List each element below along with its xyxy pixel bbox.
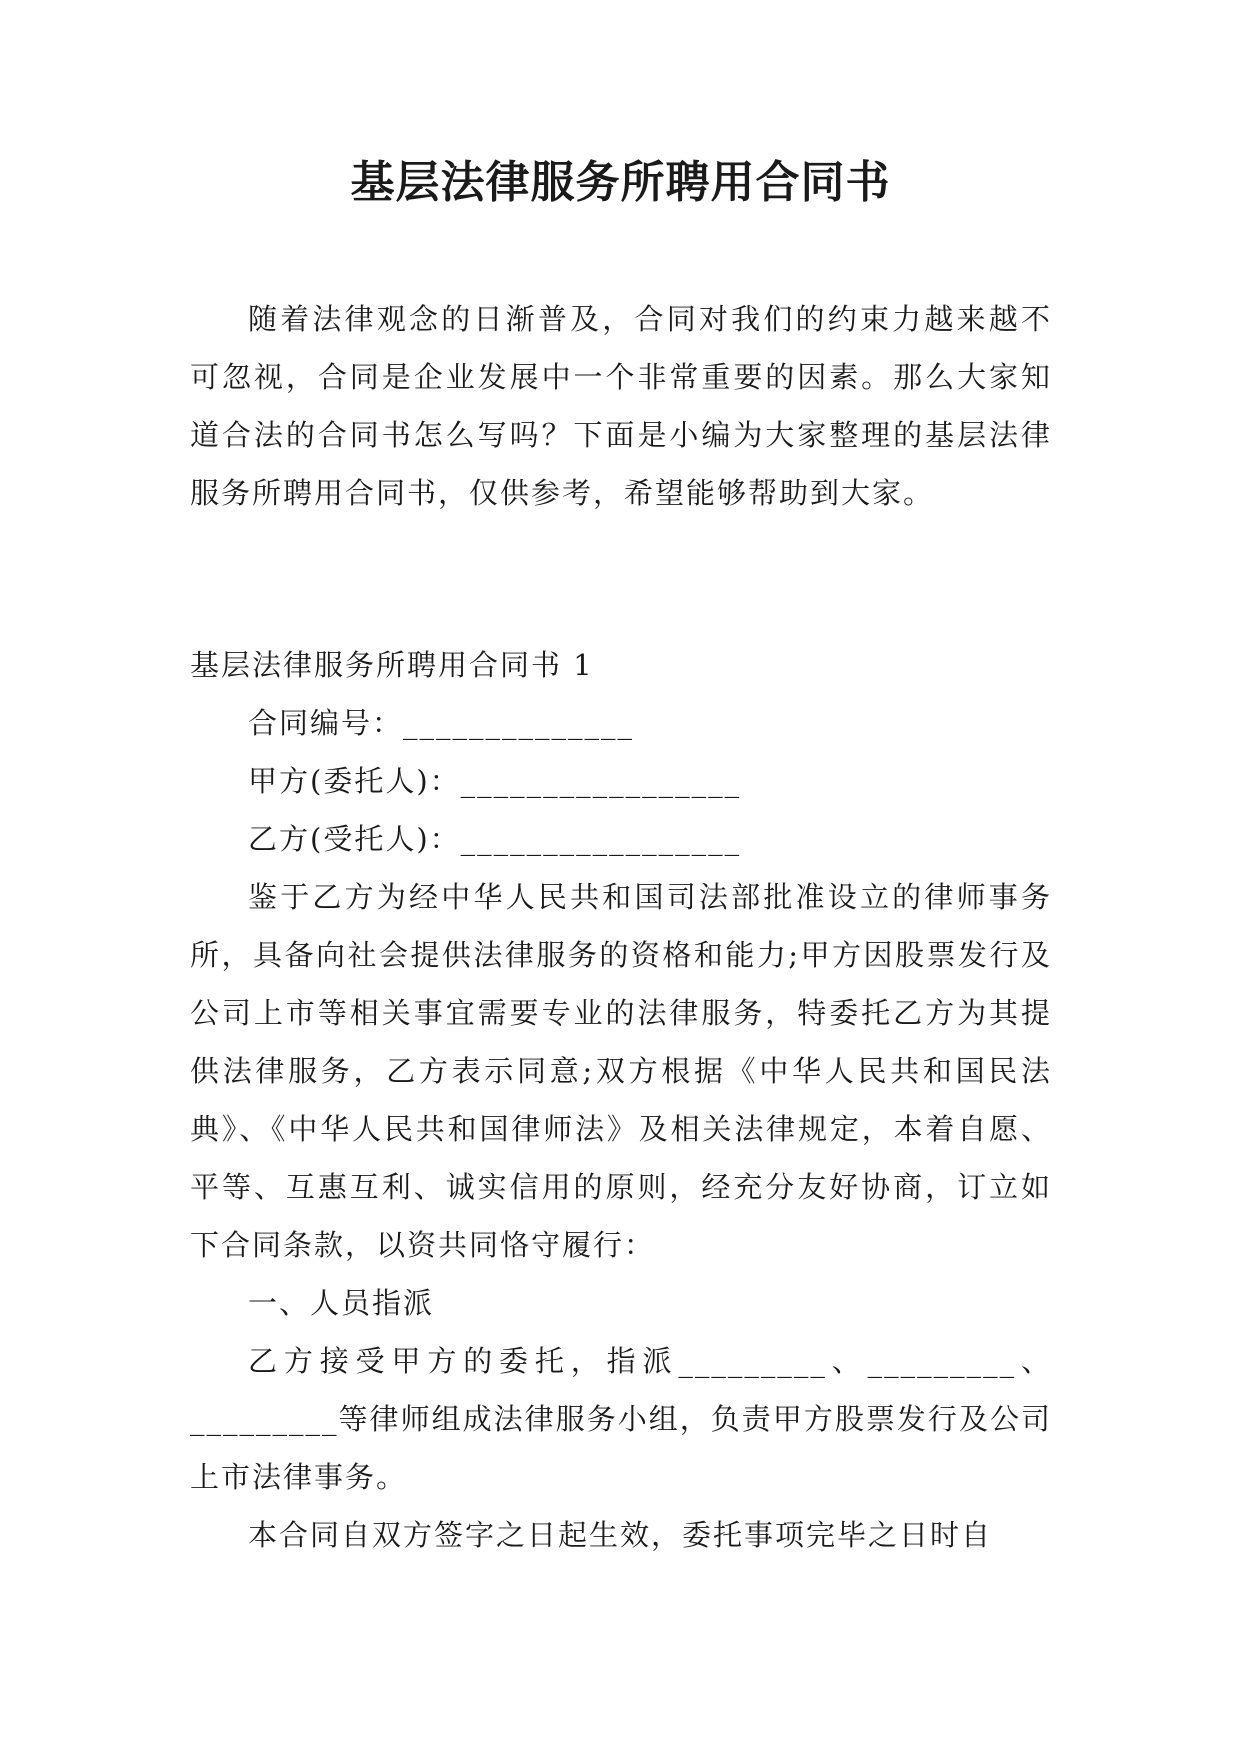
clause-1-title: 一、人员指派 bbox=[248, 1286, 435, 1320]
contract-section-1 bbox=[190, 636, 1052, 1564]
party-b-field: 乙方(受托人)：_________________ bbox=[248, 822, 742, 856]
document-title: 基层法律服务所聘用合同书 bbox=[350, 157, 891, 208]
contract-number-field: 合同编号：______________ bbox=[248, 706, 635, 740]
party-a-field: 甲方(委托人)：_________________ bbox=[248, 764, 742, 798]
clause-1-effect: 本合同自双方签字之日起生效，委托事项完毕之日时自 bbox=[248, 1518, 993, 1552]
intro-paragraph: 随着法律观念的日渐普及，合同对我们的约束力越来越不可忽视，合同是企业发展中一个非常重要的因素。那么大家知道合法的合同书怎么写吗？下面是小编为大家整理的基层法律服务所聘用合同书，仅供参考，希望能够帮助到大家。 bbox=[190, 302, 1052, 510]
clause-1-text: 乙方接受甲方的委托，指派_________、_________、_________等律师组成法律服务小组，负责甲方股票发行及公司上市法律事务。 bbox=[190, 1344, 1052, 1494]
section-heading: 基层法律服务所聘用合同书 1 bbox=[190, 648, 594, 682]
preamble-paragraph: 鉴于乙方为经中华人民共和国司法部批准设立的律师事务所，具备向社会提供法律服务的资格和能力;甲方因股票发行及公司上市等相关事宜需要专业的法律服务，特委托乙方为其提供法律服务，乙方表示同意;双方根据《中华人民共和国民法典》、《中华人民共和国律师法》及相关法律规定，本着自愿、平等、互惠互利、诚实信用的原则，经充分友好协商，订立如下合同条款，以资共同恪守履行： bbox=[190, 880, 1052, 1262]
